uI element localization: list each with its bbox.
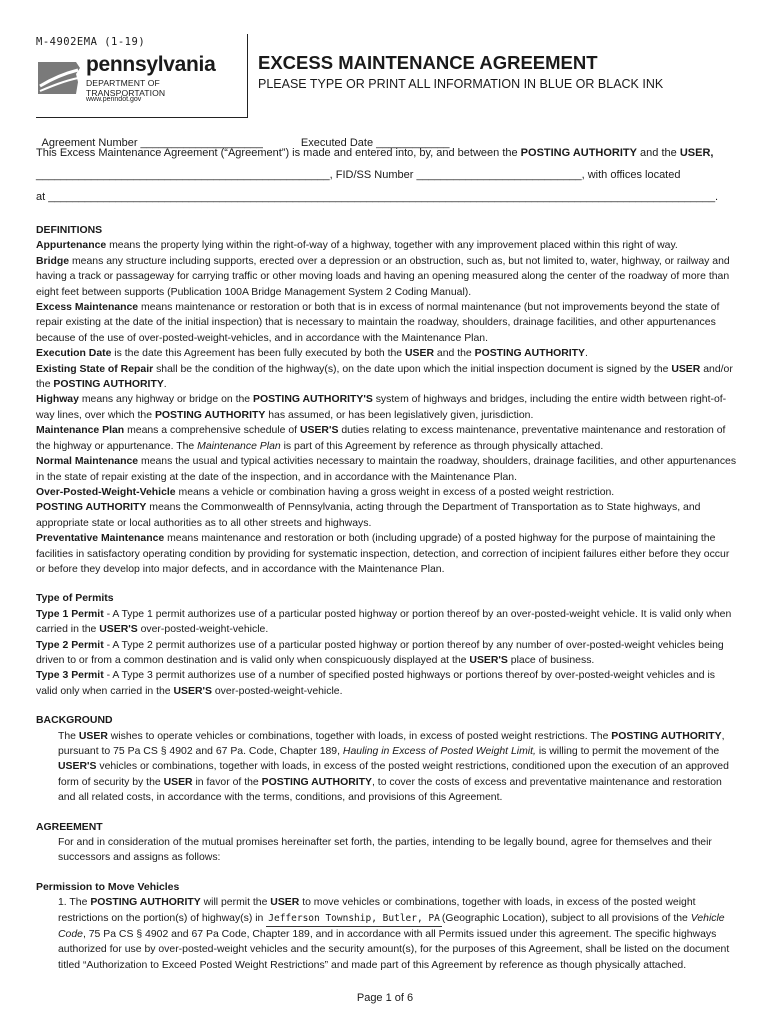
- page-subtitle: PLEASE TYPE OR PRINT ALL INFORMATION IN BLUE OR BLACK INK: [258, 77, 664, 91]
- geographic-location-field[interactable]: Jefferson Township, Butler, PA: [266, 911, 442, 927]
- definitions-heading: DEFINITIONS: [36, 225, 103, 236]
- def-maintenance-plan: Maintenance Plan means a comprehensive schedule of USER'S duties relating to excess maintenance, preventative maintenance and restoration of the highway or appurtenance. The Maintenance Plan is part of this Agreement by reference as through physically attached.: [36, 425, 726, 452]
- def-highway: Highway means any highway or bridge on the POSTING AUTHORITY'S system of highways and bridges, including the entire width between right-of-way lines, over which the POSTING AUTHORITY has assumed, or has been legislatively given, jurisdiction.: [36, 394, 727, 421]
- permits-heading: Type of Permits: [36, 593, 114, 605]
- def-appurtenance: Appurtenance means the property lying within the right-of-way of a highway, together with any improvement placed within this right of way.: [36, 240, 678, 252]
- background-text: The USER wishes to operate vehicles or combinations, together with loads, in excess of posted weight restrictions. The POSTING AUTHORITY, pursuant to 75 Pa CS § 4902 and 67 Pa. Code, Chapter 189, Hauling in Excess of Posted Weight Limit, is willing to permit the movement of the USER'S vehicles or combinations, together with loads, in excess of the posted weight restrictions, conditioned upon the execution of an approved form of security by the USER in favor of the POSTING AUTHORITY, to cover the costs of excess and preventative maintenance and restoration and all related costs, in accordance with the terms, conditions, and provisions of this Agreement.: [58, 730, 729, 804]
- logo-wordmark: pennsylvania: [86, 53, 216, 76]
- permission-text: 1. The POSTING AUTHORITY will permit the USER to move vehicles or combinations, together with loads, in excess of the posted weight restrictions on the portion(s) of highway(s) in Jefferson Township, Butler, PA (Geographic Location), subject to all provisions of the Vehicle Code, 75 Pa CS § 4902 and 67 Pa Code, Chapter 189, and in accordance with all Permits issued under this agreement. The specific highways authorized for use by over-posted-weight vehicles and the security amount(s), for the purposes of this Agreement, shall be listed on the document titled “Authorization to Exceed Posted Weight Restrictions” and made part of this Agreement by reference as though physically attached.: [58, 897, 730, 971]
- permit-type-3: Type 3 Permit - A Type 3 permit authorizes use of a number of specified posted highways or portions thereof by over-posted-weight vehicles and is valid only when carried in the USER'S over-posted-weight-vehicle.: [36, 670, 716, 697]
- office-address-field[interactable]: at _____________________________________________________________________________________________________________.: [36, 191, 719, 203]
- agreement-body: [36, 223, 738, 973]
- page-title: EXCESS MAINTENANCE AGREEMENT: [258, 52, 598, 73]
- permit-type-2: Type 2 Permit - A Type 2 permit authorizes use of a particular posted highway or portion thereof by any number of over-posted-weight vehicles being driven to or from a common destination and is valid only when conspicuously displayed at the USER'S place of business.: [36, 639, 724, 666]
- permit-type-1: Type 1 Permit - A Type 1 permit authorizes use of a particular posted highway or portion thereof by an over-posted-weight vehicle. It is valid only when carried in the USER'S over-posted-weight-vehicle.: [36, 608, 732, 636]
- def-execution-date: Execution Date is the date this Agreement has been fully executed by both the USER and the POSTING AUTHORITY.: [36, 348, 588, 360]
- logo-department: DEPARTMENT OF TRANSPORTATION: [86, 78, 166, 98]
- agreement-number-field[interactable]: Agreement Number ____________________: [41, 137, 263, 149]
- executed-date-field[interactable]: Executed Date ____________: [300, 137, 450, 149]
- def-existing-state: Existing State of Repair shall be the condition of the highway(s), on the date upon which the initial inspection document is signed by the USER and/or the POSTING AUTHORITY.: [36, 363, 733, 391]
- agreement-text: For and in consideration of the mutual promises hereinafter set forth, the parties, intending to be legally bound, agree for themselves and their successors and assigns as follows:: [58, 837, 712, 864]
- def-excess-maintenance: Excess Maintenance means maintenance or restoration or both that is in excess of normal maintenance (but not improvements beyond the state of repair existing at the date of the initial inspection) that is necessary to maintain the roadway, shoulders, drainage facilities, and other appurtenances because of the use of over-posted-weight-vehicles, and in accordance with the Maintenance Plan.: [36, 302, 720, 344]
- agreement-number-row: [36, 125, 450, 149]
- logo-underline: [36, 117, 248, 118]
- page-number: Page 1 of 6: [356, 992, 414, 1004]
- user-name-fid-field[interactable]: ________________________________________________, FID/SS Number ___________________________, with offices located: [36, 169, 681, 181]
- def-preventative: Preventative Maintenance means maintenance and restoration or both (including upgrade) of a posted highway for the purpose of maintaining the facilities in satisfactory operating condition by providing for systematic inspection, detection, and correction of incipient failures either before they occur or before they develop into major defects, and in accordance with the Maintenance Plan.: [36, 533, 730, 575]
- keystone-state-icon: [36, 56, 82, 98]
- def-posting-authority: POSTING AUTHORITY means the Commonwealth of Pennsylvania, acting through the Department of Transportation as to State highways, and appropriate state or local authorities as to all other streets and highways.: [36, 502, 701, 529]
- header-divider: [247, 34, 248, 118]
- def-opwv: Over-Posted-Weight-Vehicle means a vehicle or combination having a gross weight in excess of a posted weight restriction.: [36, 486, 615, 498]
- logo-url: www.penndot.gov: [86, 96, 142, 103]
- penndot-logo: [36, 53, 241, 106]
- permission-heading: Permission to Move Vehicles: [36, 881, 180, 893]
- background-heading: BACKGROUND: [36, 715, 113, 727]
- def-bridge: Bridge means any structure including supports, erected over a depression or an obstruction, such as, but not limited to, water, highway, or railway and having a track or passageway for carrying traffic or other moving loads and having an opening measured along the center of the roadway of more than eight feet between supports (Publication 100A Bridge Management System 2 Coding Manual).: [36, 255, 730, 298]
- intro-line: This Excess Maintenance Agreement (“Agreement”) is made and entered into, by, and between the POSTING AUTHORITY and the USER,: [36, 147, 714, 159]
- form-number: M-4902EMA (1-19): [36, 36, 146, 48]
- agreement-heading: AGREEMENT: [36, 821, 103, 833]
- def-normal-maintenance: Normal Maintenance means the usual and typical activities necessary to maintain the roadway, shoulders, drainage facilities, and other appurtenances in the state of repair existing at the date of the inspection, and in accordance with the Maintenance Plan.: [36, 456, 737, 483]
